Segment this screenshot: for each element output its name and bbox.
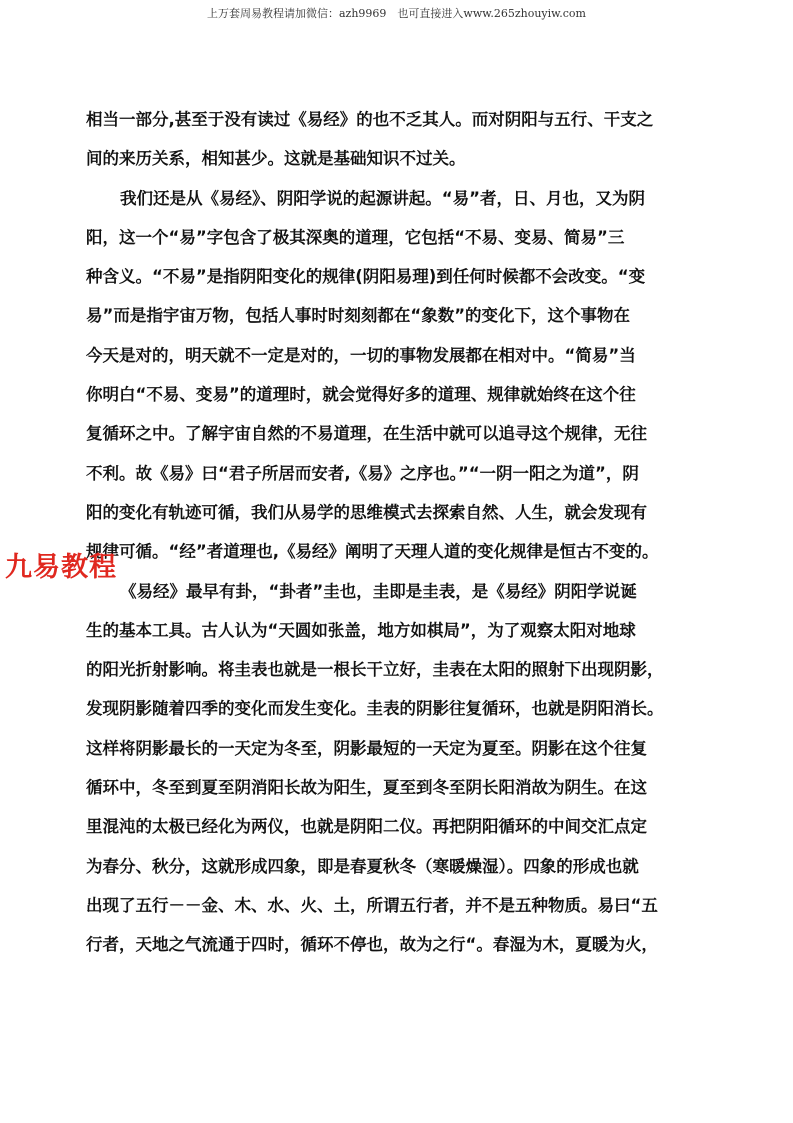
text-line: 循环中，冬至到夏至阴消阳长故为阳生，夏至到冬至阴长阳消故为阴生。在这 [86,778,647,798]
text-line: 阳的变化有轨迹可循，我们从易学的思维模式去探索自然、人生，就会发现有 [86,502,647,522]
text-line: 间的来历关系，相知甚少。这就是基础知识不过关。 [86,149,466,169]
text-line: 里混沌的太极已经化为两仪，也就是阴阳二仪。再把阴阳循环的中间交汇点定 [86,817,647,837]
text-line: 这样将阴影最长的一天定为冬至，阴影最短的一天定为夏至。阴影在这个往复 [86,738,647,758]
text-line: 易”而是指宇宙万物，包括人事时时刻刻都在“象数”的变化下，这个事物在 [86,306,631,326]
text-line: 不利。故《易》曰“君子所居而安者,《易》之序也。”“一阴一阳之为道”，阴 [86,463,639,483]
text-line: 相当一部分,甚至于没有读过《易经》的也不乏其人。而对阴阳与五行、干支之 [86,110,654,129]
watermark-logo: 九易教程 [5,552,117,583]
text-line: 今天是对的，明天就不一定是对的，一切的事物发展都在相对中。“简易”当 [86,345,636,365]
text-line: 发现阴影随着四季的变化而发生变化。圭表的阴影往复循环，也就是阴阳消长。 [86,699,664,719]
text-line: 规律可循。“经”者道理也,《易经》阐明了天理人道的变化规律是恒古不变的。 [86,542,659,562]
text-line: 复循环之中。了解宇宙自然的不易道理，在生活中就可以追寻这个规律，无往 [86,424,647,444]
text-line: 《易经》最早有卦，“卦者”圭也，圭即是圭表，是《易经》阴阳学说诞 [120,581,637,601]
text-line: 行者，天地之气流通于四时，循环不停也，故为之行“。春湿为木，夏暖为火， [86,935,658,955]
text-line: 阳，这一个“易”字包含了极其深奥的道理，它包括“不易、变易、简易”三 [86,227,625,247]
document-body [86,100,722,965]
page-header-note: 上万套周易教程请加微信：azh9969 也可直接进入www.265zhouyiw.com [206,7,586,20]
text-line: 的阳光折射影响。将圭表也就是一根长干立好，圭表在太阳的照射下出现阴影， [86,660,664,680]
text-line: 出现了五行－－金、木、水、火、土，所谓五行者，并不是五种物质。易曰“五 [86,895,658,915]
text-line: 为春分、秋分，这就形成四象，即是春夏秋冬（寒暖燥湿）。四象的形成也就 [86,856,639,876]
text-line: 你明白“不易、变易”的道理时，就会觉得好多的道理、规律就始终在这个往 [86,385,636,405]
text-line: 种含义。“不易”是指阴阳变化的规律(阴阳易理)到任何时候都不会改变。“变 [86,267,646,287]
text-line: 生的基本工具。古人认为“天圆如张盖，地方如棋局”，为了观察太阳对地球 [86,620,636,640]
text-line: 我们还是从《易经》、阴阳学说的起源讲起。“易”者，日、月也，又为阴 [120,188,645,208]
